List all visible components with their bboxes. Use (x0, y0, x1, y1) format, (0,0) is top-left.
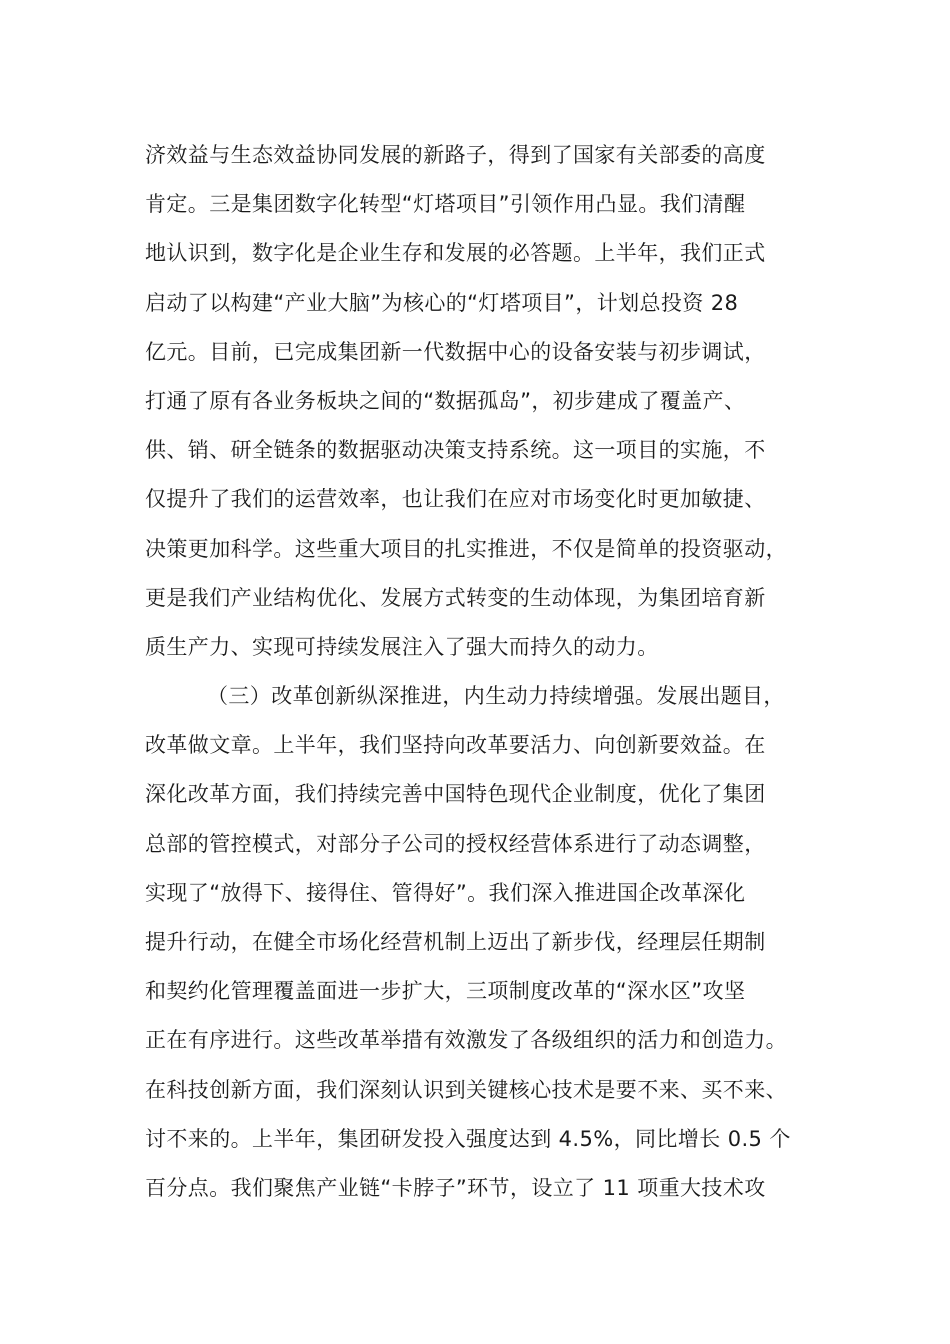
text-line: 决策更加科学。这些重大项目的扎实推进，不仅是简单的投资驱动， (145, 536, 787, 561)
text-line: 质生产力、实现可持续发展注入了强大而持久的动力。 (145, 634, 659, 659)
text-line: 打通了原有各业务板块之间的“数据孤岛”，初步建成了覆盖产、 (145, 388, 746, 413)
text-line: 亿元。目前，已完成集团新一代数据中心的设备安装与初步调试， (145, 339, 766, 364)
text-line: 肯定。三是集团数字化转型“灯塔项目”引领作用凸显。我们清醒 (145, 192, 746, 217)
text-line: 总部的管控模式，对部分子公司的授权经营体系进行了动态调整， (145, 831, 766, 856)
text-line: 济效益与生态效益协同发展的新路子，得到了国家有关部委的高度 (145, 143, 766, 167)
body-text (145, 131, 835, 1213)
text-line: 地认识到，数字化是企业生存和发展的必答题。上半年，我们正式 (145, 241, 766, 266)
text-line: 正在有序进行。这些改革举措有效激发了各级组织的活力和创造力。 (145, 1028, 787, 1053)
text-line: 改革做文章。上半年，我们坚持向改革要活力、向创新要效益。在 (145, 733, 766, 758)
text-line: 提升行动，在健全市场化经营机制上迈出了新步伐，经理层任期制 (145, 930, 766, 954)
section-heading-line: （三）改革创新纵深推进，内生动力持续增强。发展出题目， (207, 684, 785, 709)
text-line: 启动了以构建“产业大脑”为核心的“灯塔项目”，计划总投资 28 (145, 290, 739, 315)
text-line: 更是我们产业结构优化、发展方式转变的生动体现，为集团培育新 (145, 585, 766, 610)
text-line: 仅提升了我们的运营效率，也让我们在应对市场变化时更加敏捷、 (145, 487, 766, 512)
text-line: 供、销、研全链条的数据驱动决策支持系统。这一项目的实施，不 (145, 438, 766, 463)
text-line: 深化改革方面，我们持续完善中国特色现代企业制度，优化了集团 (145, 782, 766, 807)
text-line: 实现了“放得下、接得住、管得好”。我们深入推进国企改革深化 (145, 880, 746, 905)
text-line: 百分点。我们聚焦产业链“卡脖子”环节，设立了 11 项重大技术攻 (145, 1175, 766, 1200)
text-line: 和契约化管理覆盖面进一步扩大，三项制度改革的“深水区”攻坚 (145, 979, 746, 1004)
text-line: 讨不来的。上半年，集团研发投入强度达到 4.5%，同比增长 0.5 个 (145, 1126, 791, 1151)
text-line: 在科技创新方面，我们深刻认识到关键核心技术是要不来、买不来、 (145, 1077, 787, 1102)
